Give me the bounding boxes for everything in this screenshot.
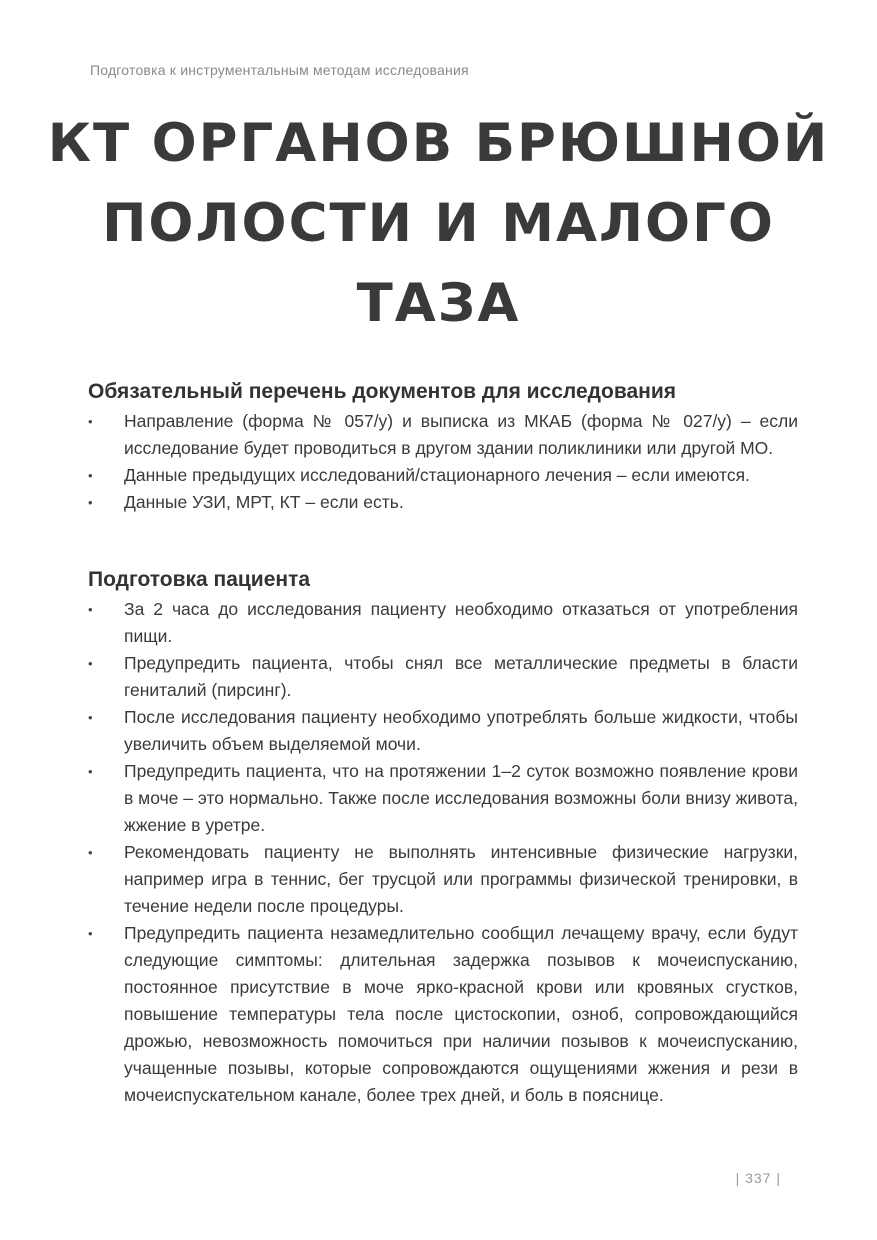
list-item <box>88 758 798 839</box>
page-title <box>40 104 837 344</box>
page-number: | 337 | <box>735 1170 781 1186</box>
bullet-icon: • <box>88 495 93 510</box>
bullet-icon: • <box>88 845 93 860</box>
list-item-text: Предупредить пациента, чтобы снял все металлические предметы в бласти гениталий (пирсинг). <box>124 653 798 700</box>
title-line-3: ТАЗА <box>356 273 521 334</box>
bullet-icon: • <box>88 710 93 725</box>
bullet-icon: • <box>88 764 93 779</box>
list-item-text: Данные УЗИ, МРТ, КТ – если есть. <box>124 492 404 512</box>
bullet-icon: • <box>88 602 93 617</box>
list-item-text: Рекомендовать пациенту не выполнять интенсивные физические нагрузки, например игра в теннис, бег трусцой или программы физической тренировки, в течение недели после процедуры. <box>124 842 798 916</box>
list-item-text: За 2 часа до исследования пациенту необходимо отказаться от употребления пищи. <box>124 599 798 646</box>
preparation-section <box>88 566 798 1109</box>
running-header: Подготовка к инструментальным методам исследования <box>90 62 469 78</box>
list-item-text: Предупредить пациента, что на протяжении 1–2 суток возможно появление крови в моче – это нормально. Также после исследования возможны боли внизу живота, жжение в уретре. <box>124 761 798 835</box>
documents-list <box>88 408 798 516</box>
documents-heading: Обязательный перечень документов для исследования <box>88 380 676 403</box>
list-item-text: Предупредить пациента незамедлительно сообщил лечащему врачу, если будут следующие симптомы: длительная задержка позывов к мочеиспусканию, постоянное присутствие в моче ярко-красной крови или кровяных сгустков, повышение температуры тела после цистоскопии, озноб, сопровождающийся дрожью, невозможность помочиться при наличии позывов к мочеиспусканию, учащенные позывы, которые сопровождаются ощущениями жжения и рези в мочеиспускательном канале, более трех дней, и боль в пояснице. <box>124 923 798 1105</box>
list-item <box>88 596 798 650</box>
list-item <box>88 704 798 758</box>
list-item-text: Данные предыдущих исследований/стационарного лечения – если имеются. <box>124 465 750 485</box>
list-item <box>88 489 798 516</box>
title-line-2: ПОЛОСТИ И МАЛОГО <box>102 193 775 254</box>
list-item-text: Направление (форма № 057/у) и выписка из МКАБ (форма № 027/у) – если исследование будет проводиться в другом здании поликлиники или другой МО. <box>124 411 798 458</box>
bullet-icon: • <box>88 468 93 483</box>
preparation-heading: Подготовка пациента <box>88 568 311 591</box>
list-item <box>88 650 798 704</box>
preparation-list <box>88 596 798 1109</box>
list-item <box>88 462 798 489</box>
documents-section <box>88 378 798 516</box>
bullet-icon: • <box>88 926 93 941</box>
bullet-icon: • <box>88 414 93 429</box>
list-item-text: После исследования пациенту необходимо употреблять больше жидкости, чтобы увеличить объем выделяемой мочи. <box>124 707 798 754</box>
bullet-icon: • <box>88 656 93 671</box>
list-item <box>88 408 798 462</box>
list-item <box>88 920 798 1109</box>
title-line-1: КТ ОРГАНОВ БРЮШНОЙ <box>47 113 830 174</box>
list-item <box>88 839 798 920</box>
